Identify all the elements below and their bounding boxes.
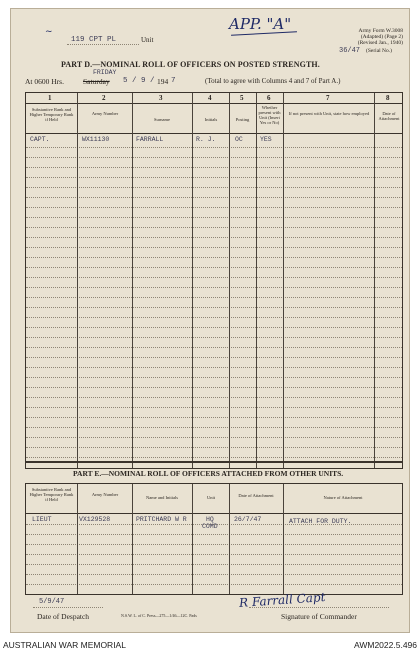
e-entry-rank: LIEUT — [32, 516, 52, 523]
serial-label: (Serial No.) — [366, 48, 392, 54]
day-typed: FRIDAY — [93, 69, 117, 76]
e-entry-date: 26/7/47 — [234, 516, 262, 523]
year-label: 194 — [157, 77, 169, 86]
col-header-attachment-date: Date of Attachment — [378, 111, 400, 121]
total-note: (Total to agree with Columns 4 and 7 of Part A.) — [205, 77, 341, 85]
col-number: 2 — [102, 94, 106, 102]
archive-footer — [0, 637, 420, 653]
signature-label: Signature of Commander — [281, 612, 357, 621]
entry-initials: R. J. — [196, 136, 216, 143]
despatch-label: Date of Despatch — [37, 612, 90, 621]
entry-rank: CAPT. — [30, 136, 50, 143]
e-entry-nature: ATTACH FOR DUTY. — [289, 518, 352, 525]
pencil-mark: ~ — [45, 27, 53, 37]
signature-dots — [249, 607, 389, 608]
col-number: 1 — [48, 94, 52, 102]
entry-army-number: WX11130 — [82, 136, 110, 143]
col-header-surname: Surname — [154, 117, 170, 122]
col-header-employed: If not present with Unit, state how employed — [288, 111, 370, 116]
part-e-table — [25, 483, 403, 595]
date-typed: 5 / 9 / — [123, 77, 155, 85]
part-e-divider — [25, 461, 403, 463]
footer-accession: AWM2022.5.496 — [354, 640, 417, 650]
col-number: 4 — [208, 94, 212, 102]
printer-imprint: N.S.W. L. of C. Press—275—1/46—12C. Pads — [121, 613, 197, 618]
e-col-header-unit: Unit — [206, 495, 215, 500]
col-header-army-number: Army Number — [91, 111, 119, 116]
e-entry-unit: HQ — [206, 516, 214, 523]
form-sheet — [10, 8, 410, 633]
day-struck: Saturday — [83, 77, 110, 86]
form-revised: (Revised Jan., 1940) — [357, 40, 403, 46]
despatch-date: 5/9/47 — [39, 598, 65, 606]
part-e-title: PART E.—NOMINAL ROLL OF OFFICERS ATTACHED FROM OTHER UNITS. — [73, 469, 344, 478]
e-col-header-rank: Substantive Rank and Higher Temporary Rank if Held — [29, 487, 74, 502]
e-entry-army-number: VX129528 — [79, 516, 111, 523]
col-header-posting: Posting — [235, 117, 250, 122]
part-d-table — [25, 92, 403, 469]
e-entry-unit: COMD — [202, 523, 218, 530]
unit-value: 119 CPT PL — [71, 36, 117, 44]
e-entry-name: PRITCHARD W R — [136, 516, 187, 523]
entry-surname: FARRALL — [136, 136, 164, 143]
e-col-header-army-number: Army Number — [91, 492, 119, 497]
col-number: 3 — [159, 94, 163, 102]
at-hours-label: At 0600 Hrs. — [25, 77, 64, 86]
footer-institution: AUSTRALIAN WAR MEMORIAL — [3, 640, 126, 650]
serial-value: 36/47 — [339, 47, 361, 55]
e-col-header-nature: Nature of Attachment — [323, 495, 363, 500]
col-number: 5 — [240, 94, 244, 102]
col-number: 8 — [386, 94, 390, 102]
form-adapted: (Adapted) (Page 2) — [360, 34, 403, 40]
e-col-header-name: Name and Initials — [146, 495, 178, 500]
col-number: 7 — [326, 94, 330, 102]
entry-posting: OC — [235, 136, 243, 143]
col-header-rank: Substantive Rank and Higher Temporary Rank if Held — [29, 107, 74, 122]
year-typed: 7 — [171, 77, 176, 85]
col-header-initials: Initials — [204, 117, 218, 122]
form-name: Army Form W.3008 — [358, 28, 403, 34]
e-col-header-date: Date of Attachment — [238, 493, 274, 498]
col-number: 6 — [267, 94, 271, 102]
despatch-dots — [33, 607, 103, 608]
unit-label: Unit — [141, 36, 154, 44]
appendix-stamp: APP. "A" — [229, 15, 292, 33]
unit-dots — [67, 44, 139, 45]
part-d-title: PART D.—NOMINAL ROLL OF OFFICERS ON POSTED STRENGTH. — [61, 60, 320, 69]
entry-present: YES — [260, 136, 272, 143]
col-header-present: Whether present with Unit (Insert Yes or No) — [258, 105, 281, 125]
commander-signature: R Farrall Capt — [238, 590, 326, 610]
